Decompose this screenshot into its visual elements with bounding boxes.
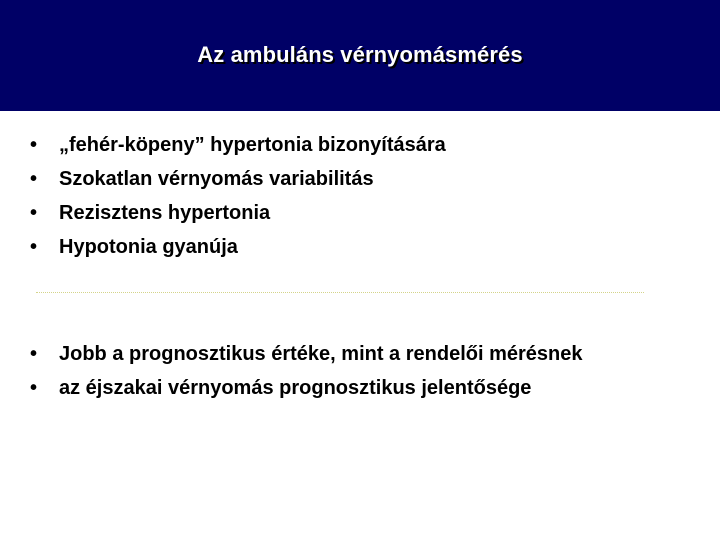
bullet-icon: • — [30, 168, 38, 190]
title-bar — [0, 0, 720, 111]
bullet-text: Hypotonia gyanúja — [59, 236, 238, 258]
bullet-text: Rezisztens hypertonia — [59, 202, 271, 224]
bullet-text: Jobb a prognosztikus értéke, mint a rendelői mérésnek — [59, 343, 583, 365]
bullet-text: az éjszakai vérnyomás prognosztikus jelentősége — [59, 377, 532, 399]
bullet-icon: • — [30, 343, 38, 365]
bullet-icon: • — [30, 202, 38, 224]
bullet-icon: • — [30, 134, 38, 156]
dotted-divider — [36, 292, 644, 293]
bullet-icon: • — [30, 236, 38, 258]
slide-title: Az ambuláns vérnyomásmérés — [197, 42, 523, 67]
bullet-text: Szokatlan vérnyomás variabilitás — [59, 168, 374, 190]
bullet-icon: • — [30, 377, 38, 399]
bullet-text: „fehér-köpeny” hypertonia bizonyítására — [59, 134, 446, 156]
